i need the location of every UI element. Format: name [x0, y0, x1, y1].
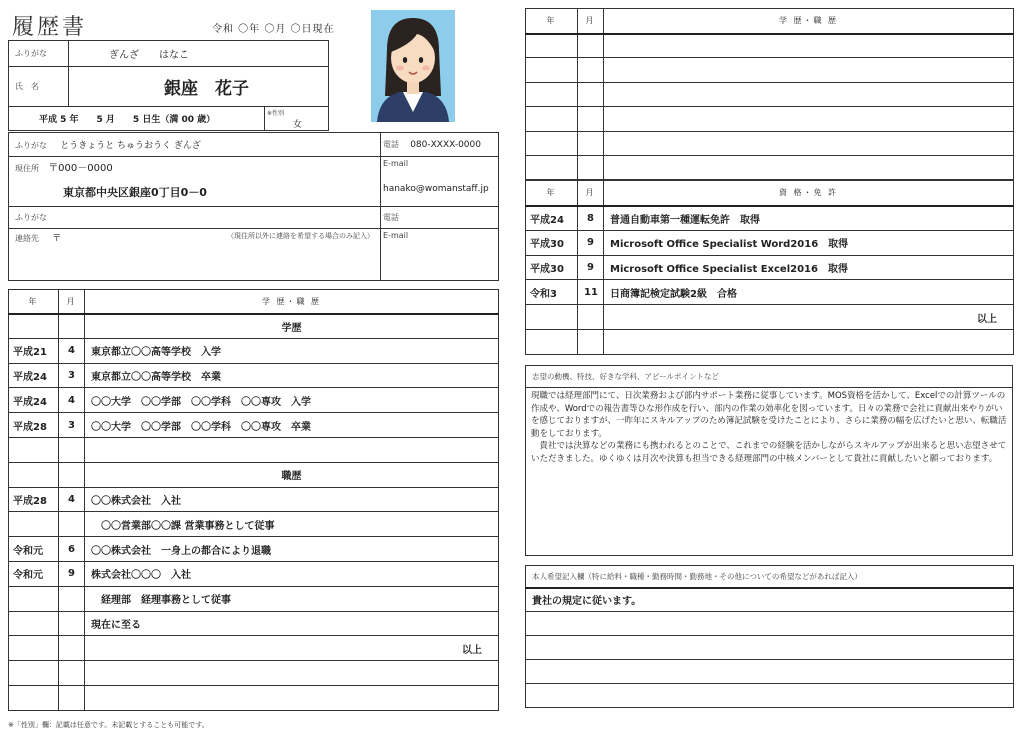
col-year-header: 年 — [526, 9, 578, 34]
license-row — [526, 206, 1014, 231]
content-cell: 職歴 — [85, 462, 499, 487]
year-cell — [9, 611, 59, 636]
contact-address-cell — [9, 229, 381, 281]
year-cell: 平成30 — [526, 230, 578, 255]
year-cell: 平成24 — [9, 388, 59, 413]
month-cell — [59, 437, 85, 462]
phone-cell — [381, 133, 499, 157]
history-row — [9, 636, 499, 661]
month-cell — [578, 58, 604, 82]
history-row — [9, 338, 499, 363]
licenses-table — [525, 180, 1014, 355]
month-cell: 9 — [578, 230, 604, 255]
col-history-header: 学 歴・職 歴 — [85, 290, 499, 314]
motivation-paragraph-2: 貴社では決算などの業務にも携われるとのことで、これまでの経験を活かしながらスキルアップが出来ると思い志望させていただきました。ゆくゆくは月次や決算も担当できる経理部門の中核メンバーとして貴社に貢献したいと願っております。 — [531, 441, 1007, 464]
content-cell: 〇〇大学 〇〇学部 〇〇学科 〇〇専攻 卒業 — [85, 413, 499, 438]
license-row — [526, 305, 1014, 330]
content-cell: 〇〇株式会社 一身上の都合により退職 — [85, 537, 499, 562]
address-furigana: とうきょうと ちゅうおうく ぎんざ — [60, 141, 201, 151]
contact-postal: 〒 — [52, 234, 62, 244]
year-cell — [526, 329, 578, 354]
email-address: hanako@womanstaff.jp — [383, 184, 489, 194]
content-cell: 株式会社〇〇〇 入社 — [85, 561, 499, 586]
current-address-label: 現住所 — [15, 164, 39, 173]
year-cell — [9, 462, 59, 487]
month-cell: 3 — [59, 363, 85, 388]
wishes-blank-row — [526, 684, 1014, 708]
month-cell — [59, 512, 85, 537]
month-cell: 4 — [59, 487, 85, 512]
content-cell: 経理部 経理事務として従事 — [85, 586, 499, 611]
content-cell: 以上 — [604, 305, 1014, 330]
phone-label: 電話 — [383, 140, 399, 149]
motivation-paragraph-1: 現職では経理部門にて、日次業務および部内サポート業務に従事しています。MOS資格を活かして、Excelでの計算ツールの作成や、Wordでの報告書等ひな形作成を行い、部内の作業の効率化を図っています。日々の業務で会社に貢献出来やりがいを感じておりますが、一昨年にスキルアップのため簿記試験を受けたことにより、さらに業務の幅を広げたいと思い、転職活動をしております。 — [531, 391, 1007, 439]
month-cell — [578, 155, 604, 179]
history-row — [9, 462, 499, 487]
content-cell — [604, 155, 1014, 179]
content-cell: 普通自動車第一種運転免許 取得 — [604, 206, 1014, 231]
year-cell — [9, 661, 59, 686]
content-cell — [604, 107, 1014, 131]
content-cell — [85, 437, 499, 462]
content-cell — [604, 34, 1014, 58]
year-cell — [9, 636, 59, 661]
history-row — [9, 363, 499, 388]
history-row — [526, 131, 1014, 155]
content-cell: 以上 — [85, 636, 499, 661]
month-cell: 9 — [578, 255, 604, 280]
year-cell — [526, 58, 578, 82]
content-cell: 現在に至る — [85, 611, 499, 636]
content-cell: Microsoft Office Specialist Excel2016 取得 — [604, 255, 1014, 280]
history-row — [526, 155, 1014, 179]
history-row — [9, 685, 499, 710]
month-cell — [578, 107, 604, 131]
month-cell: 3 — [59, 413, 85, 438]
year-cell: 平成28 — [9, 487, 59, 512]
year-cell — [9, 437, 59, 462]
month-cell: 9 — [59, 561, 85, 586]
year-cell — [9, 685, 59, 710]
furigana-name: ぎんざ はなこ — [69, 41, 329, 67]
gender-cell — [265, 107, 329, 131]
license-row — [526, 230, 1014, 255]
content-cell: 〇〇株式会社 入社 — [85, 487, 499, 512]
content-cell — [604, 131, 1014, 155]
history-table-left — [8, 289, 499, 711]
motivation-text — [526, 388, 1013, 556]
year-cell — [526, 305, 578, 330]
month-cell — [59, 462, 85, 487]
wishes-table — [525, 565, 1014, 708]
history-row — [526, 107, 1014, 131]
month-cell — [59, 611, 85, 636]
year-cell: 令和3 — [526, 280, 578, 305]
content-cell — [85, 685, 499, 710]
content-cell — [604, 329, 1014, 354]
content-cell: 東京都立〇〇高等学校 入学 — [85, 338, 499, 363]
email-cell — [381, 157, 499, 207]
furigana-label: ふりがな — [9, 41, 69, 67]
month-cell — [59, 636, 85, 661]
email2-label: E-mail — [381, 229, 499, 281]
contact-furigana-label: ふりがな — [9, 207, 381, 229]
history-row — [9, 437, 499, 462]
month-cell: 6 — [59, 537, 85, 562]
year-cell: 平成24 — [9, 363, 59, 388]
contact-label: 連絡先 — [15, 234, 39, 243]
year-cell: 令和元 — [9, 537, 59, 562]
woman-portrait-illustration — [371, 10, 455, 122]
history-row — [9, 586, 499, 611]
month-cell — [59, 314, 85, 339]
col-year-header: 年 — [9, 290, 59, 314]
wishes-blank-row — [526, 636, 1014, 660]
month-cell — [59, 685, 85, 710]
wishes-blank-row — [526, 660, 1014, 684]
history-row — [9, 537, 499, 562]
history-row — [9, 611, 499, 636]
motivation-table — [525, 365, 1013, 556]
history-row — [526, 82, 1014, 106]
address-furigana-row — [9, 133, 381, 157]
month-cell — [59, 586, 85, 611]
history-row — [9, 661, 499, 686]
phone-number: 080-XXXX-0000 — [410, 140, 481, 150]
year-cell: 令和元 — [9, 561, 59, 586]
col-license-header: 資 格・免 許 — [604, 181, 1014, 206]
history-row — [9, 413, 499, 438]
year-cell — [526, 155, 578, 179]
month-cell: 4 — [59, 388, 85, 413]
wishes-text: 貴社の規定に従います。 — [526, 588, 1014, 612]
gender-value: 女 — [293, 120, 303, 130]
history-row — [9, 487, 499, 512]
gender-note: ※性別 — [267, 110, 285, 117]
content-cell: 日商簿記検定試験2級 合格 — [604, 280, 1014, 305]
current-address: 東京都中央区銀座0丁目0－0 — [63, 186, 207, 199]
history-row — [526, 34, 1014, 58]
applicant-photo — [371, 10, 455, 122]
personal-info-table — [8, 40, 329, 131]
current-address-cell — [9, 157, 381, 207]
month-cell — [578, 329, 604, 354]
month-cell: 8 — [578, 206, 604, 231]
postal-code: 〒000－0000 — [48, 163, 113, 174]
content-cell — [604, 82, 1014, 106]
history-row — [526, 58, 1014, 82]
date-line: 令和 〇年 〇月 〇日現在 — [212, 24, 335, 35]
wishes-label: 本人希望記入欄（特に給料・職種・勤務時間・勤務地・その他についての希望などがあれば記入） — [526, 566, 1014, 588]
month-cell — [59, 661, 85, 686]
col-month-header: 月 — [578, 9, 604, 34]
content-cell: 〇〇大学 〇〇学部 〇〇学科 〇〇専攻 入学 — [85, 388, 499, 413]
col-history-header: 学 歴・職 歴 — [604, 9, 1014, 34]
footer-note: ※「性別」欄：記載は任意です。未記載とすることも可能です。 — [8, 721, 209, 729]
content-cell: Microsoft Office Specialist Word2016 取得 — [604, 230, 1014, 255]
birth-date: 平成 5 年 5 月 5 日生（満 00 歳） — [9, 107, 265, 131]
month-cell — [578, 131, 604, 155]
history-row — [9, 314, 499, 339]
name-label: 氏 名 — [9, 67, 69, 107]
year-cell — [9, 314, 59, 339]
history-row — [9, 561, 499, 586]
history-table-right — [525, 8, 1014, 180]
license-row — [526, 255, 1014, 280]
year-cell: 平成28 — [9, 413, 59, 438]
col-month-header: 月 — [578, 181, 604, 206]
license-row — [526, 329, 1014, 354]
phone2-label: 電話 — [381, 207, 499, 229]
year-cell — [526, 82, 578, 106]
applicant-name: 銀座 花子 — [69, 67, 329, 107]
content-cell — [85, 661, 499, 686]
address-furigana-label: ふりがな — [15, 141, 47, 150]
motivation-label: 志望の動機、特技、好きな学科、アピールポイントなど — [526, 366, 1013, 388]
year-cell — [9, 512, 59, 537]
month-cell: 4 — [59, 338, 85, 363]
content-cell: 〇〇営業部〇〇課 営業事務として従事 — [85, 512, 499, 537]
month-cell — [578, 82, 604, 106]
wishes-blank-row — [526, 612, 1014, 636]
col-month-header: 月 — [59, 290, 85, 314]
contact-note: （現住所以外に連絡を希望する場合のみ記入） — [227, 232, 374, 240]
year-cell: 平成30 — [526, 255, 578, 280]
year-cell — [9, 586, 59, 611]
license-row — [526, 280, 1014, 305]
month-cell: 11 — [578, 280, 604, 305]
year-cell — [526, 107, 578, 131]
address-table — [8, 132, 499, 281]
history-row — [9, 512, 499, 537]
resume-title: 履歴書 — [12, 15, 88, 40]
col-year-header: 年 — [526, 181, 578, 206]
month-cell — [578, 305, 604, 330]
content-cell — [604, 58, 1014, 82]
content-cell: 東京都立〇〇高等学校 卒業 — [85, 363, 499, 388]
content-cell: 学歴 — [85, 314, 499, 339]
year-cell — [526, 34, 578, 58]
month-cell — [578, 34, 604, 58]
year-cell — [526, 131, 578, 155]
email-label: E-mail — [383, 159, 409, 168]
year-cell: 平成24 — [526, 206, 578, 231]
year-cell: 平成21 — [9, 338, 59, 363]
history-row — [9, 388, 499, 413]
